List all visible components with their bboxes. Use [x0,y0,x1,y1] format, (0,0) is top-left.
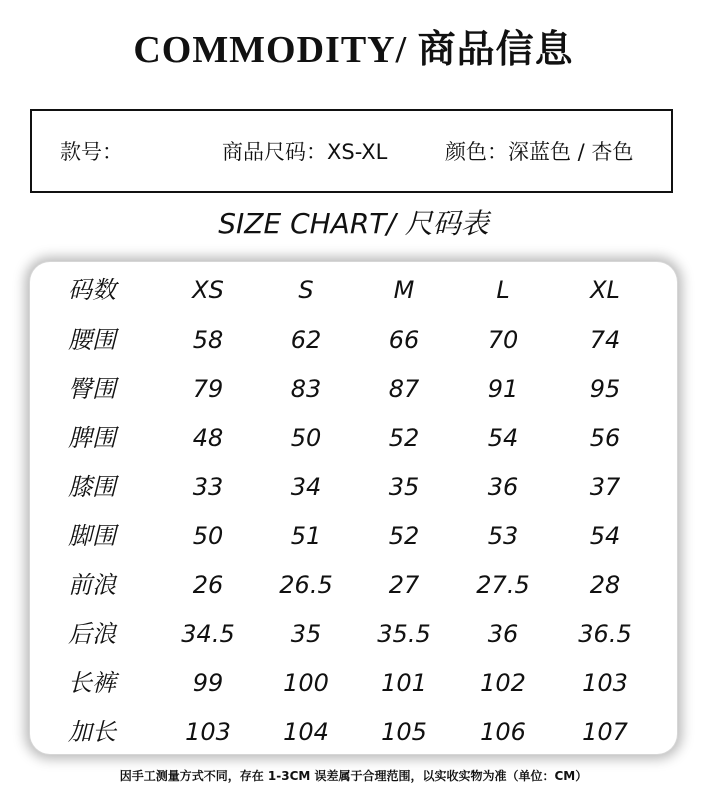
table-cell: 26 [192,571,224,599]
table-row [30,565,677,605]
table-cell: 102 [480,669,526,697]
row-label-cell: 前浪 [68,571,116,599]
table-row [30,516,677,556]
table-cell: 48 [192,424,224,452]
table-cell: 27 [388,571,420,599]
table-header-cell: 码数 [68,276,116,304]
color-label: 颜色：深蓝色 / 杏色 [445,140,634,164]
size-range-label: 商品尺码：XS-XL [222,140,388,164]
commodity-info-box [30,109,673,193]
table-cell: 27.5 [476,571,530,599]
table-cell: 87 [388,375,420,403]
model-number-label: 款号： [60,140,123,164]
table-cell: 33 [192,473,224,501]
table-cell: 53 [487,522,519,550]
table-cell: 54 [589,522,621,550]
table-row [30,614,677,654]
table-cell: 35 [290,620,322,648]
table-cell: 66 [388,326,420,354]
measurement-note: 因手工测量方式不同，存在 1-3CM 误差属于合理范围，以实收实物为准（单位：CM） [119,769,588,783]
table-header-cell: S [298,276,314,304]
table-cell: 107 [582,718,628,746]
table-cell: 83 [290,375,322,403]
row-label-cell: 腰围 [68,326,116,354]
table-row [30,467,677,507]
table-cell: 62 [290,326,322,354]
row-label-cell: 脾围 [68,424,116,452]
table-row [30,712,677,752]
size-chart-table [30,262,677,754]
row-label-cell: 后浪 [68,620,116,648]
table-cell: 74 [589,326,621,354]
table-header-row [30,270,677,310]
row-label-cell: 脚围 [68,522,116,550]
table-cell: 52 [388,424,420,452]
table-header-cell: XS [192,276,224,304]
table-cell: 52 [388,522,420,550]
table-cell: 70 [487,326,519,354]
table-cell: 36 [487,473,519,501]
table-cell: 36 [487,620,519,648]
table-cell: 79 [192,375,224,403]
table-row [30,418,677,458]
table-cell: 103 [582,669,628,697]
row-label-cell: 膝围 [68,473,116,501]
table-cell: 91 [487,375,519,403]
table-cell: 54 [487,424,519,452]
table-row [30,369,677,409]
row-label-cell: 长裤 [68,669,116,697]
table-cell: 105 [381,718,427,746]
table-header-cell: L [496,276,510,304]
table-cell: 35 [388,473,420,501]
table-cell: 50 [192,522,224,550]
table-cell: 35.5 [377,620,431,648]
table-cell: 26.5 [279,571,333,599]
table-cell: 100 [283,669,329,697]
table-cell: 50 [290,424,322,452]
table-header-cell: M [393,276,415,304]
table-cell: 34 [290,473,322,501]
table-cell: 95 [589,375,621,403]
table-cell: 51 [290,522,322,550]
size-chart-title: SIZE CHART/ 尺码表 [218,207,489,240]
table-row [30,663,677,703]
table-cell: 58 [192,326,224,354]
row-label-cell: 加长 [68,718,116,746]
page-title: COMMODITY/ 商品信息 [133,29,574,71]
table-cell: 101 [381,669,427,697]
table-cell: 34.5 [181,620,235,648]
table-cell: 104 [283,718,329,746]
row-label-cell: 臀围 [68,375,116,403]
table-row [30,320,677,360]
table-cell: 103 [185,718,231,746]
table-cell: 28 [589,571,621,599]
table-cell: 99 [192,669,224,697]
table-header-cell: XL [590,276,620,304]
table-cell: 106 [480,718,526,746]
table-cell: 56 [589,424,621,452]
table-cell: 37 [589,473,621,501]
table-cell: 36.5 [578,620,632,648]
